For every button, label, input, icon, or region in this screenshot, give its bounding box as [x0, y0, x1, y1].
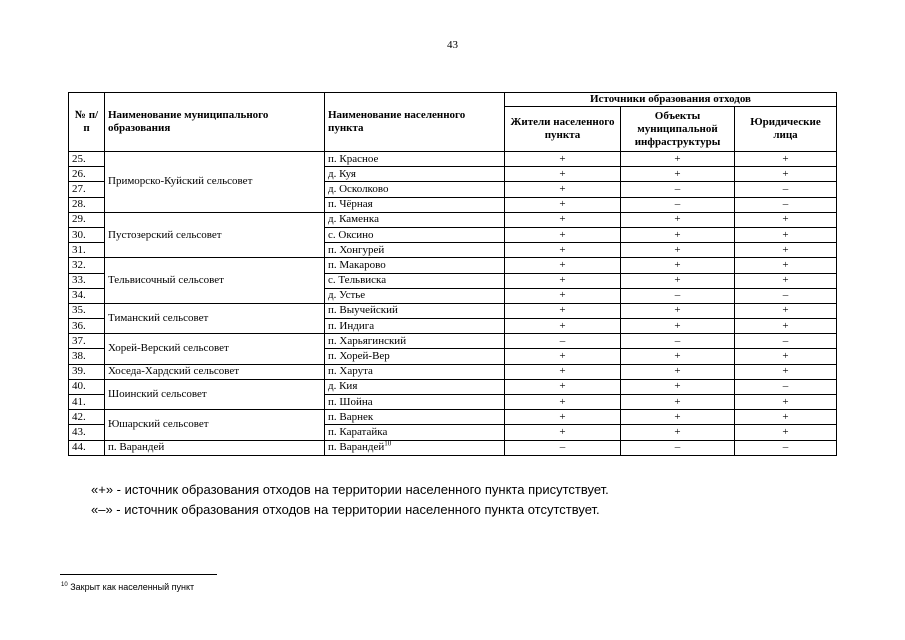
residents-mark: +	[505, 425, 621, 440]
footnote-reference[interactable]: 10	[384, 439, 392, 448]
row-num: 41.	[69, 395, 105, 410]
municipality-cell: п. Варандей	[105, 440, 325, 455]
settlement-cell: д. Устье	[325, 288, 505, 303]
residents-mark: +	[505, 197, 621, 212]
objects-mark: –	[621, 197, 735, 212]
row-num: 33.	[69, 273, 105, 288]
residents-mark: –	[505, 334, 621, 349]
settlement-cell: п. Хорей-Вер	[325, 349, 505, 364]
settlement-cell: п. Харьягинский	[325, 334, 505, 349]
objects-mark: +	[621, 319, 735, 334]
residents-mark: +	[505, 349, 621, 364]
municipality-cell: Приморско-Куйский сельсовет	[105, 152, 325, 213]
municipality-cell: Тиманский сельсовет	[105, 303, 325, 333]
residents-mark: +	[505, 182, 621, 197]
objects-mark: +	[621, 379, 735, 394]
objects-mark: +	[621, 258, 735, 273]
residents-mark: +	[505, 395, 621, 410]
row-num: 29.	[69, 212, 105, 227]
municipality-cell: Юшарский сельсовет	[105, 410, 325, 440]
residents-mark: +	[505, 227, 621, 242]
settlement-cell: п. Варнек	[325, 410, 505, 425]
settlement-cell: п. Индига	[325, 319, 505, 334]
settlement-cell: п. Выучейский	[325, 303, 505, 318]
legal-mark: +	[735, 319, 837, 334]
table-row	[69, 440, 837, 455]
legal-mark: +	[735, 364, 837, 379]
legal-mark: –	[735, 440, 837, 455]
objects-mark: –	[621, 334, 735, 349]
table-row	[69, 212, 837, 227]
objects-mark: +	[621, 303, 735, 318]
objects-mark: +	[621, 395, 735, 410]
header-municipality: Наименование муниципального образования	[105, 93, 325, 152]
legend-minus: «–» - источник образования отходов на территории населенного пункта отсутствует.	[91, 502, 600, 517]
settlement-name: п. Варандей	[328, 441, 385, 454]
header-settlement: Наименование населенного пункта	[325, 93, 505, 152]
row-num: 35.	[69, 303, 105, 318]
objects-mark: +	[621, 243, 735, 258]
settlement-cell: с. Тельвиска	[325, 273, 505, 288]
objects-mark: +	[621, 349, 735, 364]
residents-mark: +	[505, 167, 621, 182]
header-residents: Жители населенного пункта	[505, 107, 621, 152]
objects-mark: –	[621, 440, 735, 455]
row-num: 44.	[69, 440, 105, 455]
objects-mark: +	[621, 212, 735, 227]
settlement-cell: д. Куя	[325, 167, 505, 182]
legal-mark: +	[735, 303, 837, 318]
row-num: 31.	[69, 243, 105, 258]
legal-mark: –	[735, 182, 837, 197]
residents-mark: +	[505, 243, 621, 258]
table-row	[69, 258, 837, 273]
row-num: 38.	[69, 349, 105, 364]
objects-mark: +	[621, 425, 735, 440]
settlement-cell: д. Каменка	[325, 212, 505, 227]
footnote-mark: 10	[61, 582, 68, 588]
settlement-cell: п. Макарово	[325, 258, 505, 273]
row-num: 28.	[69, 197, 105, 212]
residents-mark: +	[505, 379, 621, 394]
settlement-cell: п. Хонгурей	[325, 243, 505, 258]
settlement-cell: п. Чёрная	[325, 197, 505, 212]
settlement-cell: п. Харута	[325, 364, 505, 379]
table-row	[69, 364, 837, 379]
header-legal: Юридические лица	[735, 107, 837, 152]
residents-mark: +	[505, 152, 621, 167]
legal-mark: +	[735, 425, 837, 440]
row-num: 37.	[69, 334, 105, 349]
objects-mark: +	[621, 273, 735, 288]
legal-mark: +	[735, 152, 837, 167]
residents-mark: +	[505, 364, 621, 379]
legal-mark: +	[735, 273, 837, 288]
row-num: 42.	[69, 410, 105, 425]
page-number: 43	[447, 39, 458, 51]
legal-mark: +	[735, 212, 837, 227]
footnote-divider	[60, 574, 217, 575]
legal-mark: +	[735, 258, 837, 273]
legal-mark: –	[735, 334, 837, 349]
waste-sources-table	[68, 92, 837, 456]
row-num: 43.	[69, 425, 105, 440]
legal-mark: +	[735, 395, 837, 410]
residents-mark: –	[505, 440, 621, 455]
settlement-cell: п. Шойна	[325, 395, 505, 410]
objects-mark: –	[621, 288, 735, 303]
settlement-cell: п. Каратайка	[325, 425, 505, 440]
residents-mark: +	[505, 288, 621, 303]
objects-mark: +	[621, 167, 735, 182]
footnote	[61, 582, 194, 592]
legal-mark: +	[735, 410, 837, 425]
objects-mark: +	[621, 364, 735, 379]
municipality-cell: Шоинский сельсовет	[105, 379, 325, 409]
table-row	[69, 334, 837, 349]
objects-mark: –	[621, 182, 735, 197]
legal-mark: +	[735, 349, 837, 364]
row-num: 34.	[69, 288, 105, 303]
residents-mark: +	[505, 212, 621, 227]
legal-mark: –	[735, 379, 837, 394]
residents-mark: +	[505, 258, 621, 273]
settlement-cell: с. Оксино	[325, 227, 505, 242]
settlement-cell	[325, 440, 505, 455]
row-num: 30.	[69, 227, 105, 242]
objects-mark: +	[621, 410, 735, 425]
legal-mark: +	[735, 243, 837, 258]
legal-mark: +	[735, 167, 837, 182]
objects-mark: +	[621, 152, 735, 167]
table-row	[69, 410, 837, 425]
header-sources: Источники образования отходов	[505, 93, 837, 107]
settlement-cell: п. Красное	[325, 152, 505, 167]
residents-mark: +	[505, 410, 621, 425]
residents-mark: +	[505, 319, 621, 334]
residents-mark: +	[505, 273, 621, 288]
row-num: 27.	[69, 182, 105, 197]
table-row	[69, 152, 837, 167]
municipality-cell: Пустозерский сельсовет	[105, 212, 325, 258]
header-objects: Объекты муниципальной инфраструктуры	[621, 107, 735, 152]
table-row	[69, 303, 837, 318]
settlement-cell: д. Кия	[325, 379, 505, 394]
objects-mark: +	[621, 227, 735, 242]
settlement-cell: д. Осколково	[325, 182, 505, 197]
legal-mark: –	[735, 288, 837, 303]
municipality-cell: Хоседа-Хардский сельсовет	[105, 364, 325, 379]
row-num: 25.	[69, 152, 105, 167]
municipality-cell: Тельвисочный сельсовет	[105, 258, 325, 304]
footnote-text: Закрыт как населенный пункт	[70, 582, 195, 592]
row-num: 36.	[69, 319, 105, 334]
row-num: 32.	[69, 258, 105, 273]
legal-mark: +	[735, 227, 837, 242]
row-num: 40.	[69, 379, 105, 394]
table-row	[69, 379, 837, 394]
legal-mark: –	[735, 197, 837, 212]
legend-plus: «+» - источник образования отходов на территории населенного пункта присутствует.	[91, 482, 609, 497]
row-num: 39.	[69, 364, 105, 379]
municipality-cell: Хорей-Верский сельсовет	[105, 334, 325, 364]
header-num: № п/п	[69, 93, 105, 152]
residents-mark: +	[505, 303, 621, 318]
row-num: 26.	[69, 167, 105, 182]
